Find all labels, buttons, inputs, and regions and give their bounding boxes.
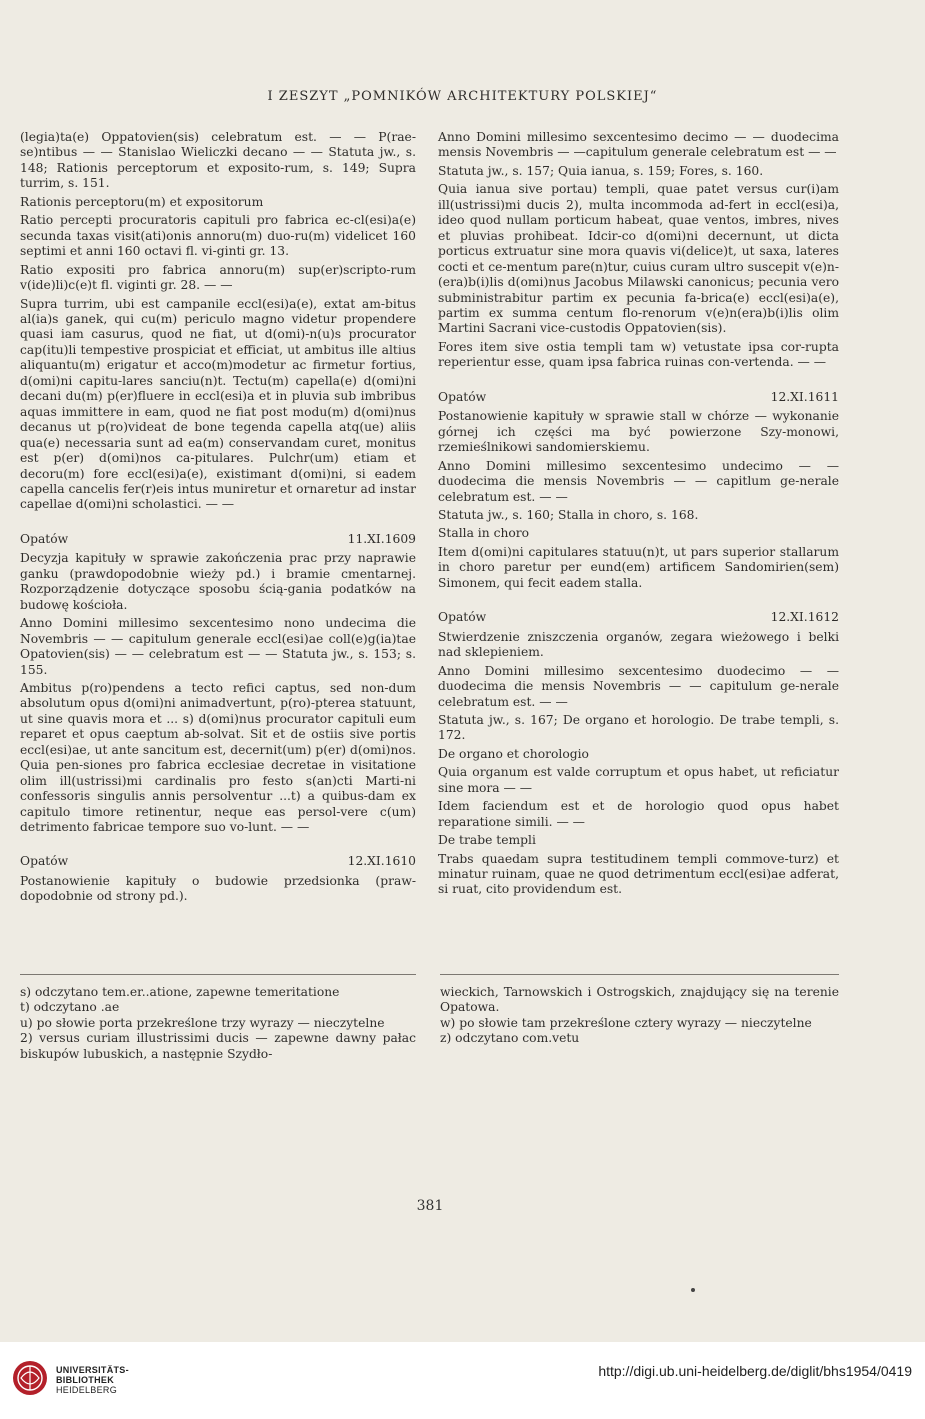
entry-heading [20,532,416,547]
paragraph: Statuta jw., s. 167; De organo et horologio. De trabe templi, s. 172. [438,712,839,743]
subheading: Rationis perceptoru(m) et expositorum [20,194,264,209]
paragraph: Quia organum est valde corruptum et opus habet, ut reficiatur sine mora — — [438,765,839,795]
entry-place: Opatów [438,610,487,625]
entry-heading [438,610,839,625]
entry-date: 12.XI.1611 [770,389,839,404]
entry-date: 11.XI.1609 [347,531,416,546]
footnote: z) odczytano com.vetu [440,1031,580,1046]
subheading: Stalla in choro [438,526,530,541]
subheading: De organo et chorologio [438,746,589,761]
paragraph: Ratio expositi pro fabrica annoru(m) sup(er)scripto-rum v(ide)li)c(e)t fl. viginti gr. 28. — — [20,262,416,293]
running-head: I ZESZYT „POMNIKÓW ARCHITEKTURY POLSKIEJ“ [267,89,658,104]
entry-heading [20,854,416,869]
entry-heading [438,390,839,405]
right-column [438,130,839,901]
paragraph: Quia ianua sive portau) templi, quae patet versus cur(i)am ill(ustrissi)mi ducis 2), multa incommoda ad-fert in eccl(esi)a, ideo quod nullam porticum habeat, quae ventos, imbres, nives et pluvias prohibeat. Idcir-co d(omi)ni decernunt, ut dicta porticus extruatur sine mora quavis vi(delice)t, ut saxa, lateres cocti et ce-mentum pare(n)tur, cuius curam ultro suscepit v(e)n-(era)b(i)lis d(omi)nus Jacobus Milawski canonicus; pecunia vero subministrabitur partim ex pecunia fa-brica(e) eccl(esi)a(e), partim ex summa centum flo-renorum v(e)n(era)b(i)lis olim Martini Sacrani vice-custodis Oppatovien(sis). [438,182,839,336]
footnote: 2) versus curiam illustrissimi ducis — zapewne dawny pałac biskupów lubuskich, a następnie Szydło- [20,1031,416,1061]
paragraph: (legia)ta(e) Oppatovien(sis) celebratum est. — — P(rae-se)ntibus — — Stanislao Wieliczki decano — — Statuta jw., s. 148; Rationis perceptorum et exposito-rum, s. 149; Supra turrim, s. 151. [20,130,416,191]
entry-summary: Stwierdzenie zniszczenia organów, zegara wieżowego i belki nad sklepieniem. [438,629,839,660]
entry-place: Opatów [20,531,69,546]
entry-place: Opatów [20,854,69,869]
page-number: 381 [416,1198,444,1214]
entry-summary: Postanowienie kapituły w sprawie stall w chórze — wykonanie górnej ich części ma być powierzone Szy-monowi, rzemieślnikowi sandomierskiemu. [438,409,839,455]
left-column [20,130,416,908]
paragraph: Trabs quaedam supra testitudinem templi commove-turz) et minatur ruinam, quae ne quod detrimentum eccl(esi)ae adferat, si ruat, cito providendum est. [438,851,839,897]
paragraph: Idem faciendum est et de horologio quod opus habet reparatione simili. — — [438,799,839,829]
footnote: u) po słowie porta przekreślone trzy wyrazy — nieczytelne [20,1015,385,1030]
entry-summary: Decyzja kapituły w sprawie zakończenia prac przy naprawie ganku (prawdopodobnie wieży pd.) i bramie cmentarnej. Rozporządzenie dotyczące sposobu ścią-gania podatków na budowę kościoła. [20,551,416,612]
footnote-rule [440,974,839,975]
entry-place: Opatów [438,389,487,404]
footnotes-right [440,985,839,1047]
footer-bar [0,1342,925,1419]
library-logo-icon [12,1358,48,1398]
permalink-url[interactable]: http://digi.ub.uni-heidelberg.de/diglit/bhs1954/0419 [598,1363,912,1379]
footnote: t) odczytano .ae [20,1000,120,1015]
footnote: s) odczytano tem.er..atione, zapewne temeritatione [20,985,340,999]
footnote: wieckich, Tarnowskich i Ostrogskich, znajdujący się na terenie Opatowa. [440,985,839,1015]
entry-date: 12.XI.1612 [770,610,839,625]
paragraph: Supra turrim, ubi est campanile eccl(esi)a(e), extat am-bitus al(ia)s ganek, qui cu(m) periculo magno videtur propendere quasi iam casurus, quod ne fiat, ut d(omi)-n(u)s procurator cap(itu)li tempestive prospiciat et efficiat, ut ambitus ille altius aliquantu(m) erigatur et acco(m)modetur ac firmetur fortius, d(omi)ni capitu-lares sanciu(n)t. Tectu(m) capella(e) d(omi)ni decani du(m) p(er)fluere in eccl(esi)a et in pluvia sub imbribus aquas immittere in eam, quod ne fiat post modu(m) d(omi)nus decanus ut p(ro)videat de bone tegenda capella atq(ue) aliis qua(e) necessaria sunt ad ea(m) conservandam curet, monitus est p(er) d(omi)nos ca-pitulares. Pulchr(um) etiam et decoru(m) fore eccl(esi)a(e), existimant d(omi)ni, si eadem capella cancelis fer(r)eis intus muniretur et ornaretur ad instar capellae d(omi)ni scholastici. — — [20,296,416,512]
subheading: De trabe templi [438,833,536,848]
paragraph: Statuta jw., s. 157; Quia ianua, s. 159; Fores, s. 160. [438,163,764,178]
paragraph: Ambitus p(ro)pendens a tecto refici captus, sed non-dum absolutum opus d(omi)ni animadvertunt, p(ro)-pterea statuunt, ut sine quavis mora et ... s) d(omi)nus procurator capituli eum reparet et opus caeptum ab-solvat. Sit et de ostiis sive portis eccl(esi)ae, ut ante sancitum est, decernit(um) p(er) d(omi)nos. Quia pen-siones pro fabrica ecclesiae decretae in visitatione olim ill(ustrissi)mi cardinalis pro festo s(an)cti Marti-ni confessoris singulis annis persolventur ...t) a quibus-dam ex capitulo timore retinentur, neque eas persol-vere c(um) detrimento fabricae tempore suo vo-lunt. — — [20,680,416,835]
paragraph: Ratio percepti procuratoris capituli pro fabrica ec-cl(esi)a(e) secunda taxas visit(ati)onis annoru(m) duo-ru(m) videlicet 160 septimi et anni 160 octavi fl. vi-ginti gr. 13. [20,213,416,259]
paragraph: Statuta jw., s. 160; Stalla in choro, s. 168. [438,507,699,522]
ink-speck [691,1288,695,1292]
entry-summary: Postanowienie kapituły o budowie przedsionka (praw-dopodobnie od strony pd.). [20,873,416,904]
footnotes-left [20,985,416,1062]
entry-date: 12.XI.1610 [347,854,416,869]
paragraph: Anno Domini millesimo sexcentesimo undecimo — — duodecima die mensis Novembris — — capitlum ge-nerale celebratum est. — — [438,458,839,504]
footnote: w) po słowie tam przekreślone cztery wyrazy — nieczytelne [440,1015,812,1030]
paragraph: Item d(omi)ni capitulares statuu(n)t, ut pars superior stallarum in choro paretur per eund(em) artificem Sandomirien(sem) Simonem, qui fecit eadem stalla. [438,544,839,590]
library-name: UNIVERSITÄTS- BIBLIOTHEK HEIDELBERG [56,1365,129,1395]
paragraph: Anno Domini millesimo sexcentesimo decimo — — duodecima mensis Novembris — —capitulum generale celebratum est — — [438,130,839,160]
paragraph: Fores item sive ostia templi tam w) vetustate ipsa cor-rupta reperientur esse, quam ipsa fabrica ruinas con-vertenda. — — [438,339,839,370]
paragraph: Anno Domini millesimo sexcentesimo nono undecima die Novembris — — capitulum generale eccl(esi)ae coll(e)g(ia)tae Opatovien(sis) — — celebratum est — — Statuta jw., s. 153; s. 155. [20,616,416,677]
paragraph: Anno Domini millesimo sexcentesimo duodecimo — — duodecima die mensis Novembris — — capitulum ge-nerale celebratum est. — — [438,663,839,709]
footnote-rule [20,974,416,975]
